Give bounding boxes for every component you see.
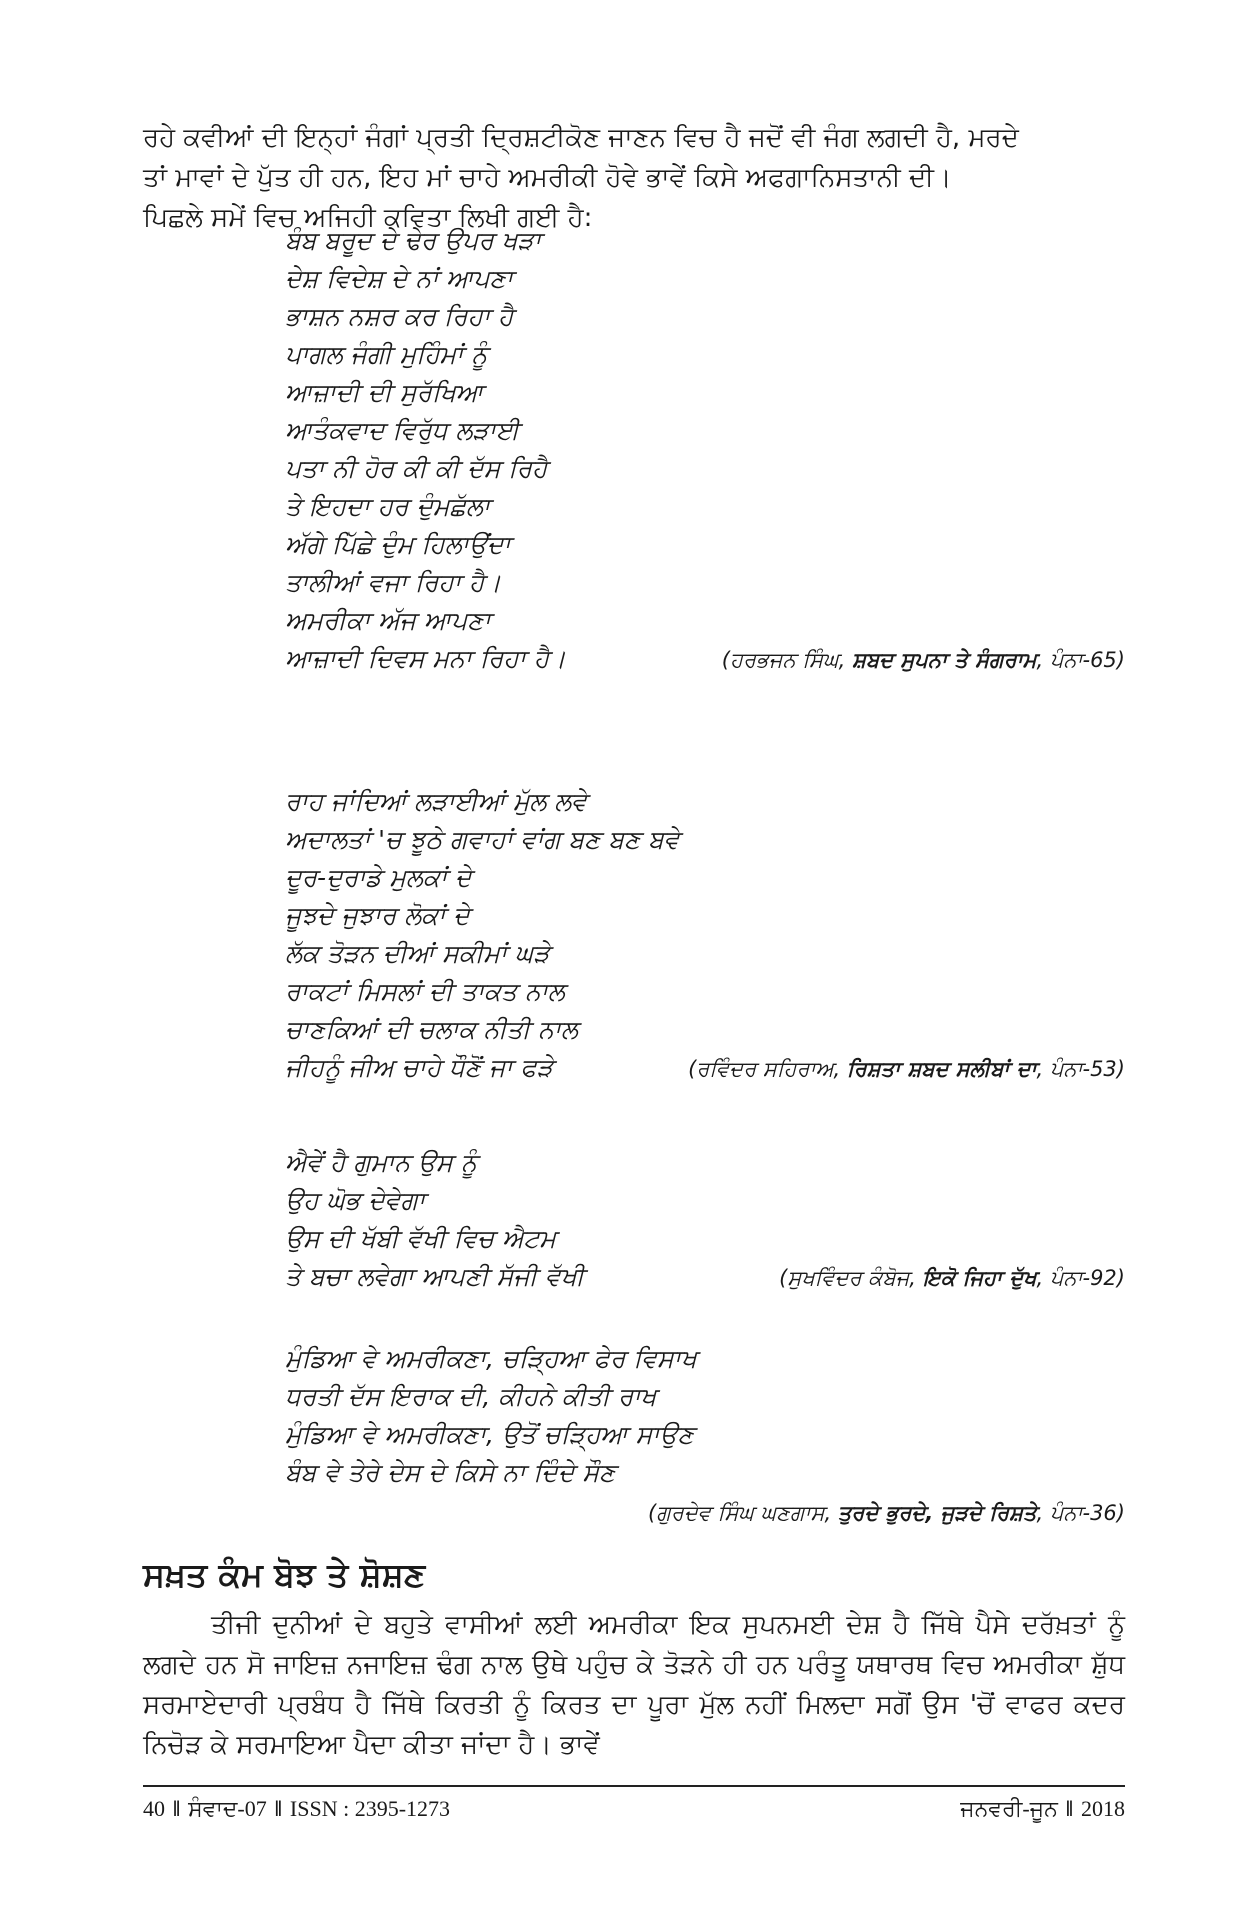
poem-line: ਜੂਝਦੇ ਜੁਝਾਰ ਲੋਕਾਂ ਦੇ (285, 901, 470, 930)
poem-line: ਆਤੰਕਵਾਦ ਵਿਰੁੱਧ ਲੜਾਈ (285, 416, 520, 445)
poem-line: ਅੱਗੇ ਪਿੱਛੇ ਦੁੰਮ ਹਿਲਾਉਂਦਾ (285, 530, 511, 559)
poem-line: ਉਸ ਦੀ ਖੱਬੀ ਵੱਖੀ ਵਿਚ ਐਟਮ (285, 1224, 556, 1253)
footer-separator: ‖ (1065, 1796, 1073, 1821)
citation-author: (ਰਵਿੰਦਰ ਸਹਿਰਾਅ, (688, 1057, 847, 1081)
poem-line: ਲੱਕ ਤੋੜਨ ਦੀਆਂ ਸਕੀਮਾਂ ਘੜੇ (285, 939, 550, 968)
poem-last-row (285, 640, 1125, 679)
footer-separator: ‖ (274, 1796, 282, 1821)
poem-line: ਦੂਰ-ਦੁਰਾਡੇ ਮੁਲਕਾਂ ਦੇ (285, 863, 472, 892)
citation-page: , ਪੰਨਾ-36) (1036, 1501, 1125, 1525)
citation-book: ਇਕੋ ਜਿਹਾ ਦੁੱਖ (922, 1266, 1037, 1290)
poem-line: ਭਾਸ਼ਨ ਨਸ਼ਰ ਕਰ ਰਿਹਾ ਹੈ (285, 302, 514, 331)
body-text: ਤੀਜੀ ਦੁਨੀਆਂ ਦੇ ਬਹੁਤੇ ਵਾਸੀਆਂ ਲਈ ਅਮਰੀਕਾ ਇਕ ਸੁਪਨਮਈ ਦੇਸ਼ ਹੈ ਜਿੱਥੇ ਪੈਸੇ ਦਰੱਖ਼ਤਾਂ ਨੂੰ ਲਗਦੇ ਹਨ ਸੋ ਜਾਇਜ਼ ਨਜਾਇਜ਼ ਢੰਗ ਨਾਲ ਉਥੇ ਪਹੁੰਚ ਕੇ ਤੋੜਨੇ ਹੀ ਹਨ ਪਰੰਤੂ ਯਥਾਰਥ ਵਿਚ ਅਮਰੀਕਾ ਸ਼ੁੱਧ ਸਰਮਾਏਦਾਰੀ ਪ੍ਰਬੰਧ ਹੈ ਜਿੱਥੇ ਕਿਰਤੀ ਨੂੰ ਕਿਰਤ ਦਾ ਪੂਰਾ ਮੁੱਲ ਨਹੀਂ ਮਿਲਦਾ ਸਗੋਂ ਉਸ 'ਚੋਂ ਵਾਫਰ ਕਦਰ ਨਿਚੋੜ ਕੇ ਸਰਮਾਇਆ ਪੈਦਾ ਕੀਤਾ ਜਾਂਦਾ ਹੈ। ਭਾਵੇਂ (143, 1610, 1125, 1760)
footer-right (960, 1796, 1125, 1822)
poem-line: ਐਵੇਂ ਹੈ ਗੁਮਾਨ ਉਸ ਨੂੰ (285, 1148, 477, 1177)
poem-line: ਆਜ਼ਾਦੀ ਦੀ ਸੁਰੱਖਿਆ (285, 378, 483, 407)
issue-period: ਜਨਵਰੀ-ਜੂਨ (960, 1796, 1058, 1821)
poem-line: ਜੀਹਨੂੰ ਜੀਅ ਚਾਹੇ ਧੌਣੋਂ ਜਾ ਫੜੇ (285, 1053, 554, 1082)
citation-book: ਸ਼ਬਦ ਸੁਪਨਾ ਤੇ ਸੰਗਰਾਮ (851, 648, 1037, 672)
citation-author: (ਸੁਖਵਿੰਦਰ ਕੰਬੋਜ, (779, 1266, 923, 1290)
intro-line: ਰਹੇ ਕਵੀਆਂ ਦੀ ਇਨ੍ਹਾਂ ਜੰਗਾਂ ਪ੍ਰਤੀ ਦ੍ਰਿਸ਼ਟੀਕੋਣ ਜਾਣਨ ਵਿਚ ਹੈ ਜਦੋਂ ਵੀ ਜੰਗ ਲਗਦੀ ਹੈ, ਮਰਦੇ (143, 123, 1019, 153)
poem-line: ਰਾਕਟਾਂ ਮਿਸਲਾਂ ਦੀ ਤਾਕਤ ਨਾਲ (285, 977, 565, 1006)
poem-last-row (285, 1258, 1125, 1297)
poem-line: ਬੰਬ ਬਰੂਦ ਦੇ ਢੇਰ ਉਪਰ ਖੜਾ (285, 226, 541, 255)
poem-last-row (285, 1049, 1125, 1088)
issn: ISSN : 2395-1273 (289, 1796, 451, 1821)
poem-line: ਬੰਬ ਵੇ ਤੇਰੇ ਦੇਸ ਦੇ ਕਿਸੇ ਨਾ ਦਿੰਦੇ ਸੌਣ (285, 1458, 616, 1487)
poem-line: ਤਾਲੀਆਂ ਵਜਾ ਰਿਹਾ ਹੈ। (285, 568, 502, 597)
citation-book: ਤੁਰਦੇ ਭੁਰਦੇ, ਜੁੜਦੇ ਰਿਸ਼ਤੇ (837, 1501, 1037, 1525)
poem-line: ਆਜ਼ਾਦੀ ਦਿਵਸ ਮਨਾ ਰਿਹਾ ਹੈ। (285, 644, 566, 673)
section-heading: ਸਖ਼ਤ ਕੰਮ ਬੋਝ ਤੇ ਸ਼ੋਸ਼ਣ (143, 1555, 426, 1594)
footer-divider (143, 1785, 1125, 1787)
issue-year: 2018 (1081, 1796, 1125, 1821)
poem-citation (688, 1050, 1125, 1088)
poem-line: ਤੇ ਬਚਾ ਲਵੇਗਾ ਆਪਣੀ ਸੱਜੀ ਵੱਖੀ (285, 1262, 585, 1291)
poem-2 (285, 783, 1125, 1088)
poem-line: ਅਦਾਲਤਾਂ 'ਚ ਝੂਠੇ ਗਵਾਹਾਂ ਵਾਂਗ ਬਣ ਬਣ ਬਵੇ (285, 825, 680, 854)
intro-paragraph (143, 118, 1125, 238)
poem-line: ਪਾਗਲ ਜੰਗੀ ਮੁਹਿੰਮਾਂ ਨੂੰ (285, 340, 488, 369)
page-footer (143, 1796, 1125, 1822)
journal-name: ਸੰਵਾਦ-07 (188, 1796, 267, 1821)
poem-citation (722, 641, 1125, 679)
poem-line: ਪਤਾ ਨੀ ਹੋਰ ਕੀ ਕੀ ਦੱਸ ਰਿਹੈ (285, 454, 548, 483)
intro-line: ਤਾਂ ਮਾਵਾਂ ਦੇ ਪੁੱਤ ਹੀ ਹਨ, ਇਹ ਮਾਂ ਚਾਹੇ ਅਮਰੀਕੀ ਹੋਵੇ ਭਾਵੇਂ ਕਿਸੇ ਅਫਗਾਨਿਸਤਾਨੀ ਦੀ। (143, 163, 952, 193)
citation-page: , ਪੰਨਾ-53) (1036, 1057, 1125, 1081)
citation-page: , ਪੰਨਾ-65) (1036, 648, 1125, 672)
citation-page: , ਪੰਨਾ-92) (1036, 1266, 1125, 1290)
citation-author: (ਹਰਭਜਨ ਸਿੰਘ, (721, 648, 852, 672)
footer-separator: ‖ (173, 1796, 181, 1821)
section-paragraph (143, 1605, 1125, 1765)
intro-line: ਪਿਛਲੇ ਸਮੇਂ ਵਿਚ ਅਜਿਹੀ ਕਵਿਤਾ ਲਿਖੀ ਗਈ ਹੈ: (143, 203, 593, 233)
poem-line: ਉਹ ਘੋਭ ਦੇਵੇਗਾ (285, 1186, 425, 1215)
poem-line: ਅਮਰੀਕਾ ਅੱਜ ਆਪਣਾ (285, 606, 491, 635)
poem-line: ਰਾਹ ਜਾਂਦਿਆਂ ਲੜਾਈਆਂ ਮੁੱਲ ਲਵੇ (285, 787, 587, 816)
poem-line: ਤੇ ਇਹਦਾ ਹਰ ਦੁੰਮਛੱਲਾ (285, 492, 490, 521)
poem-citation (779, 1259, 1125, 1297)
poem-3 (285, 1144, 1125, 1297)
poem-4 (285, 1340, 1125, 1532)
poem-line: ਦੇਸ਼ ਵਿਦੇਸ਼ ਦੇ ਨਾਂ ਆਪਣਾ (285, 264, 513, 293)
page-number: 40 (143, 1796, 165, 1821)
poem-1 (285, 222, 1125, 679)
poem-citation (285, 1494, 1125, 1532)
citation-author: (ਗੁਰਦੇਵ ਸਿੰਘ ਘਣਗਾਸ, (648, 1501, 838, 1525)
poem-line: ਮੁੰਡਿਆ ਵੇ ਅਮਰੀਕਣਾ, ਉਤੋਂ ਚੜ੍ਹਿਆ ਸਾਉਣ (285, 1420, 694, 1449)
poem-line: ਚਾਣਕਿਆਂ ਦੀ ਚਲਾਕ ਨੀਤੀ ਨਾਲ (285, 1015, 578, 1044)
poem-line: ਧਰਤੀ ਦੱਸ ਇਰਾਕ ਦੀ, ਕੀਹਨੇ ਕੀਤੀ ਰਾਖ (285, 1382, 657, 1411)
citation-book: ਰਿਸ਼ਤਾ ਸ਼ਬਦ ਸਲੀਬਾਂ ਦਾ (846, 1057, 1037, 1081)
poem-line: ਮੁੰਡਿਆ ਵੇ ਅਮਰੀਕਣਾ, ਚੜ੍ਹਿਆ ਫੇਰ ਵਿਸਾਖ (285, 1344, 697, 1373)
footer-left (143, 1796, 450, 1822)
